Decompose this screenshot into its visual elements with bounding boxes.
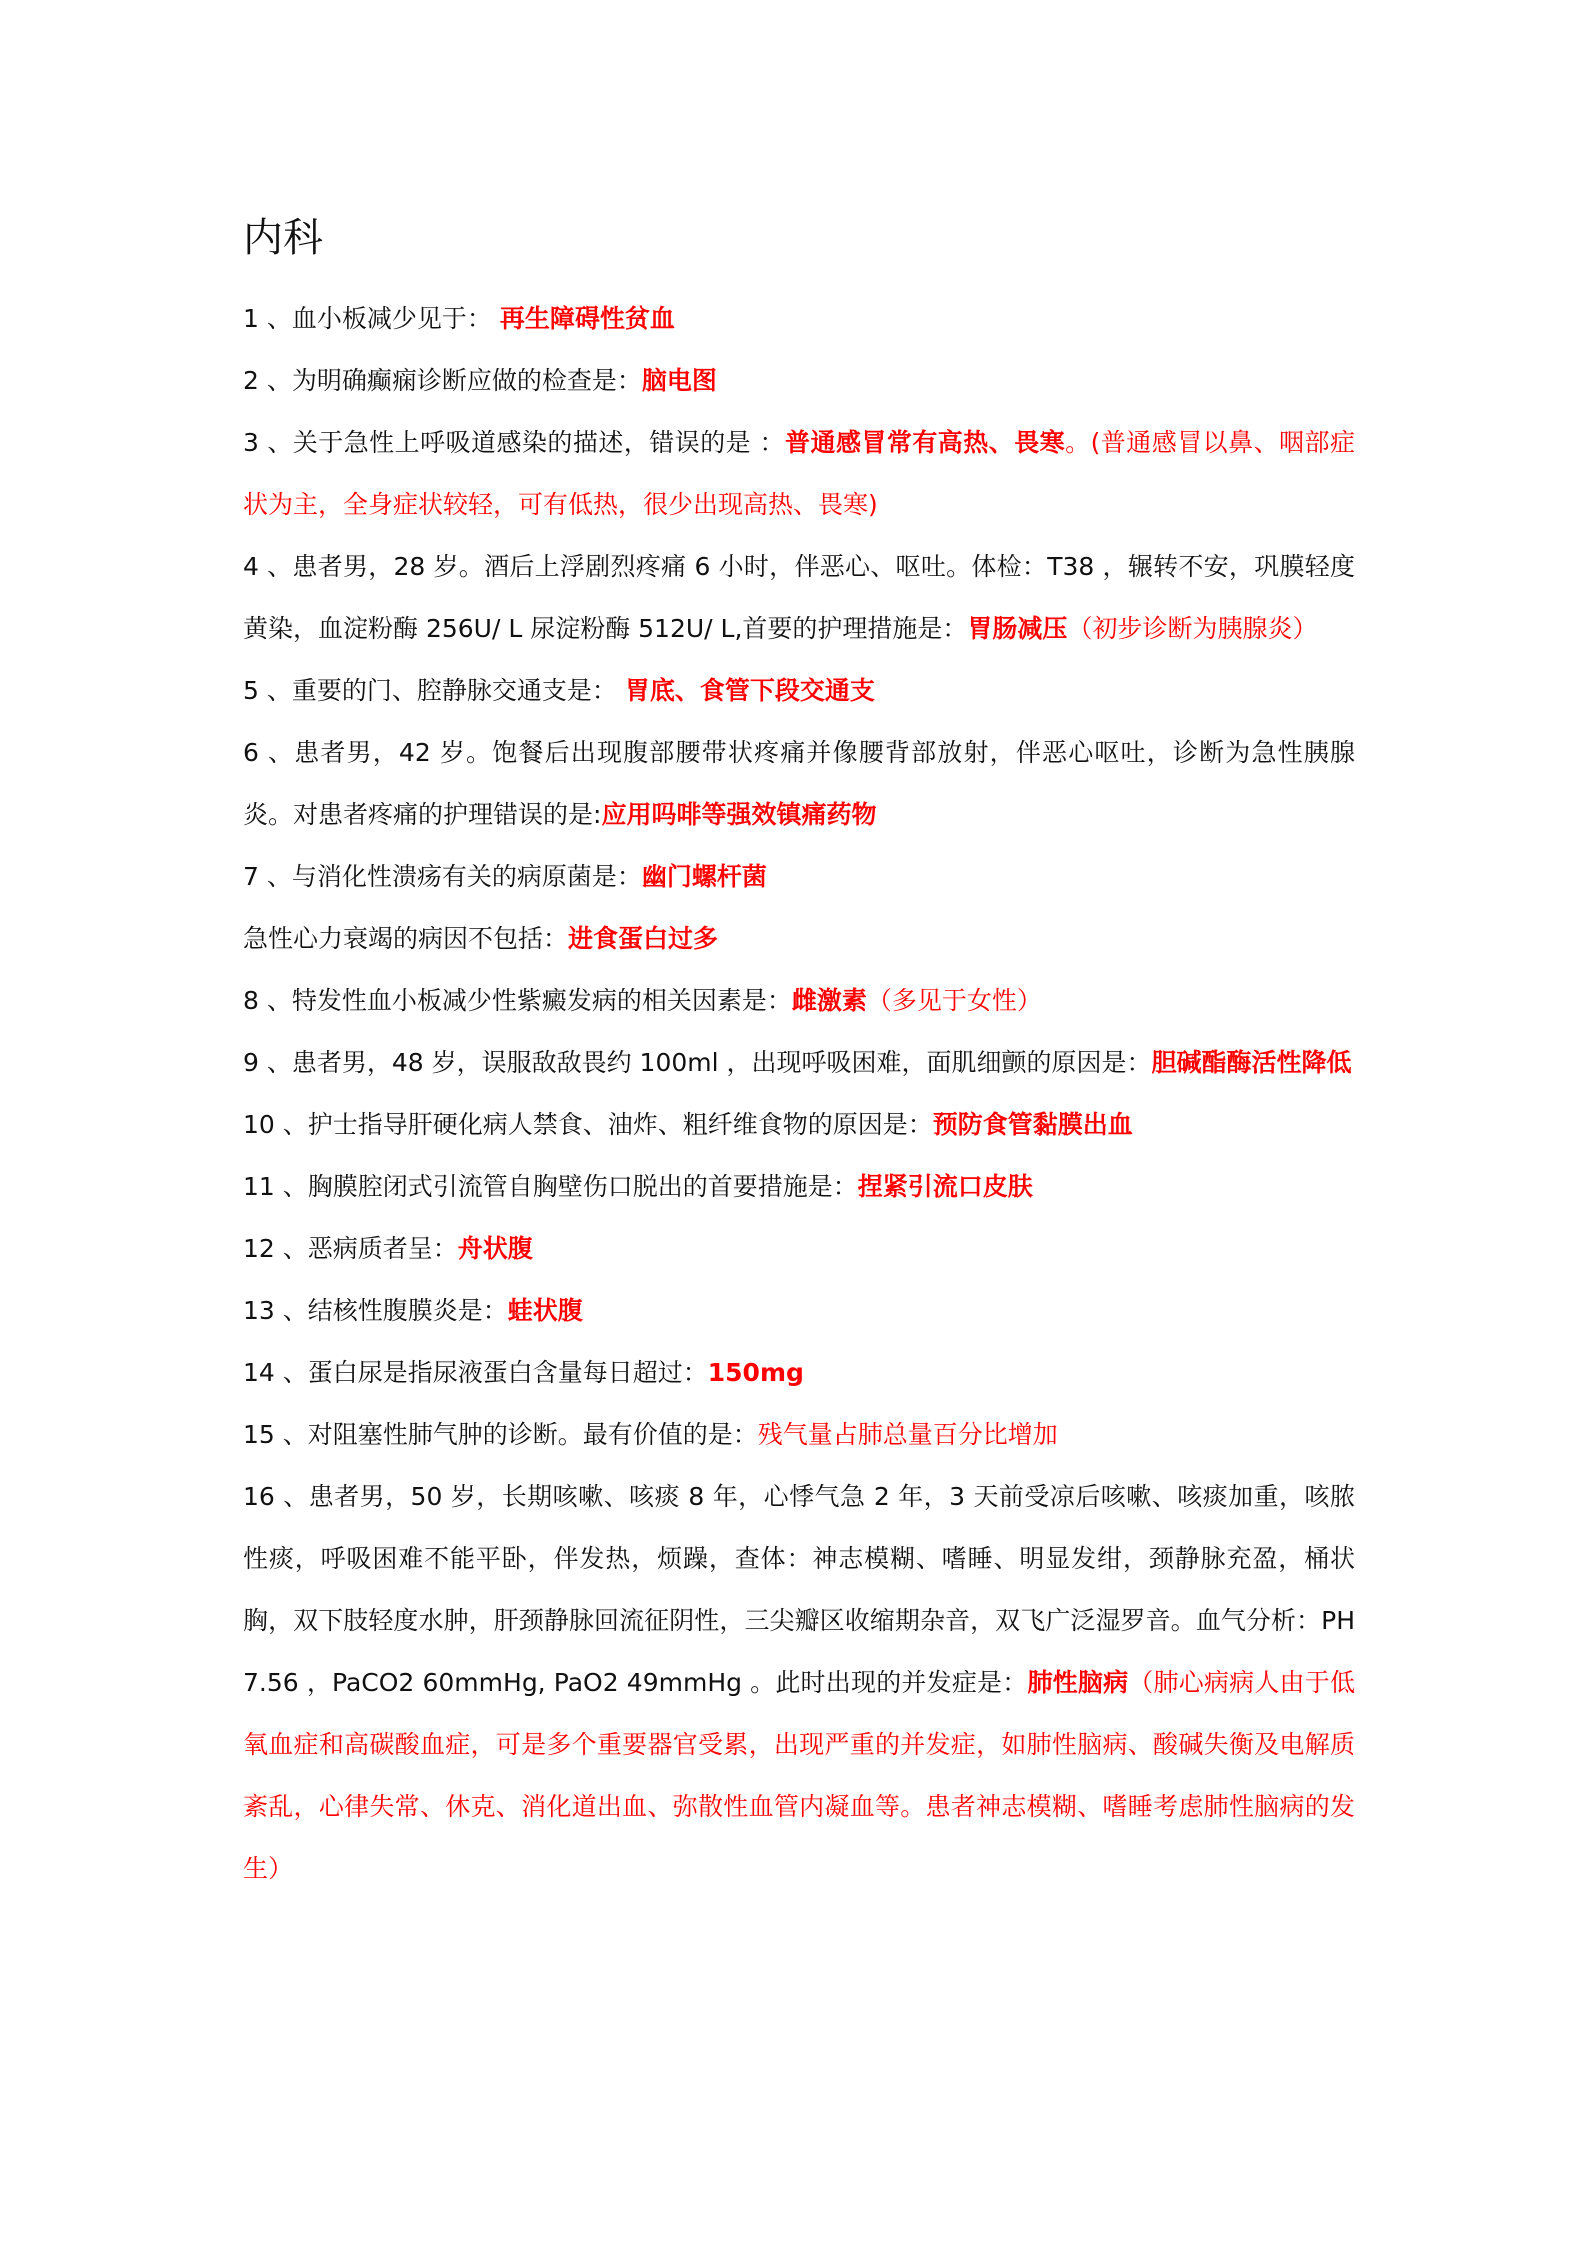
answer-text: 胃底、食管下段交通支 <box>624 676 875 705</box>
answer-text: 150mg <box>707 1358 804 1387</box>
answer-text: 应用吗啡等强效镇痛药物 <box>601 800 877 829</box>
question-text: 9 、患者男，48 岁，误服敌敌畏约 100ml ，出现呼吸困难，面肌细颤的原因是： <box>243 1048 1152 1077</box>
question-9 <box>243 1032 1355 1094</box>
question-15 <box>243 1404 1355 1466</box>
question-4 <box>243 536 1355 660</box>
question-11 <box>243 1156 1355 1218</box>
answer-text: 捏紧引流口皮肤 <box>857 1172 1033 1201</box>
question-text: 10 、护士指导肝硬化病人禁食、油炸、粗纤维食物的原因是： <box>243 1110 933 1139</box>
question-text: 1 、血小板减少见于： <box>243 304 500 333</box>
note-text: 。(普通感冒以鼻、咽部症状为主，全身症状较轻，可有低热，很少出现高热、畏寒) <box>243 428 1355 519</box>
note-text: （多见于女性） <box>866 986 1042 1015</box>
question-text: 急性心力衰竭的病因不包括： <box>243 924 569 953</box>
note-text: （初步诊断为胰腺炎） <box>1067 614 1318 643</box>
question-10 <box>243 1094 1355 1156</box>
question-3 <box>243 412 1355 536</box>
answer-text: 幽门螺杆菌 <box>641 862 767 891</box>
question-5 <box>243 660 1355 722</box>
question-text: 6 、患者男，42 岁。饱餐后出现腹部腰带状疼痛并像腰背部放射，伴恶心呕吐，诊断为急性胰腺炎。对患者疼痛的护理错误的是: <box>243 738 1355 829</box>
question-12 <box>243 1218 1355 1280</box>
question-text: 15 、对阻塞性肺气肿的诊断。最有价值的是： <box>243 1420 758 1449</box>
document-content <box>243 208 1355 1900</box>
question-7b <box>243 908 1355 970</box>
question-16 <box>243 1466 1355 1900</box>
answer-text: 再生障碍性贫血 <box>499 304 675 333</box>
answer-text: 胆碱酯酶活性降低 <box>1151 1048 1352 1077</box>
answer-text: 进食蛋白过多 <box>568 924 719 953</box>
question-1 <box>243 288 1355 350</box>
question-text: 8 、特发性血小板减少性紫癜发病的相关因素是： <box>243 986 792 1015</box>
question-8 <box>243 970 1355 1032</box>
question-text: 3 、关于急性上呼吸道感染的描述，错误的是 ： <box>243 428 786 457</box>
answer-text: 舟状腹 <box>457 1234 533 1263</box>
question-7 <box>243 846 1355 908</box>
page-title: 内科 <box>243 215 323 261</box>
question-text: 11 、胸膜腔闭式引流管自胸壁伤口脱出的首要措施是： <box>243 1172 858 1201</box>
question-text: 16 、患者男，50 岁，长期咳嗽、咳痰 8 年，心悸气急 2 年，3 天前受凉后咳嗽、咳痰加重，咳脓性痰，呼吸困难不能平卧，伴发热，烦躁，查体：神志模糊、嗜睡、明显发绀，颈静脉充盈，桶状胸，双下肢轻度水肿，肝颈静脉回流征阴性，三尖瓣区收缩期杂音，双飞广泛湿罗音。血气分析：PH7.56 ，PaCO2 60mmHg, PaO2 49mmHg 。此时出现的并发症是： <box>243 1482 1355 1697</box>
question-6 <box>243 722 1355 846</box>
answer-text: 蛙状腹 <box>507 1296 583 1325</box>
question-text: 13 、结核性腹膜炎是： <box>243 1296 508 1325</box>
note-text: （肺心病病人由于低氧血症和高碳酸血症，可是多个重要器官受累，出现严重的并发症，如肺性脑病、酸碱失衡及电解质紊乱，心律失常、休克、消化道出血、弥散性血管内凝血等。患者神志模糊、嗜睡考虑肺性脑病的发生） <box>243 1668 1355 1883</box>
question-text: 12 、恶病质者呈： <box>243 1234 458 1263</box>
question-2 <box>243 350 1355 412</box>
answer-text: 肺性脑病 <box>1027 1668 1129 1697</box>
note-text: 残气量占肺总量百分比增加 <box>757 1420 1058 1449</box>
answer-text: 胃肠减压 <box>967 614 1068 643</box>
question-text: 5 、重要的门、腔静脉交通支是： <box>243 676 625 705</box>
question-14 <box>243 1342 1355 1404</box>
answer-text: 脑电图 <box>641 366 717 395</box>
question-text: 2 、为明确癫痫诊断应做的检查是： <box>243 366 642 395</box>
question-text: 4 、患者男，28 岁。酒后上浮剧烈疼痛 6 小时，伴恶心、呕吐。体检：T38 ，辗转不安，巩膜轻度黄染，血淀粉酶 256U/ L 尿淀粉酶 512U/ L,首要的护理措施是： <box>243 552 1355 643</box>
answer-text: 雌激素 <box>791 986 867 1015</box>
question-text: 14 、蛋白尿是指尿液蛋白含量每日超过： <box>243 1358 708 1387</box>
answer-text: 预防食管黏膜出血 <box>932 1110 1133 1139</box>
question-text: 7 、与消化性溃疡有关的病原菌是： <box>243 862 642 891</box>
answer-text: 普通感冒常有高热、畏寒 <box>785 428 1066 457</box>
question-13 <box>243 1280 1355 1342</box>
